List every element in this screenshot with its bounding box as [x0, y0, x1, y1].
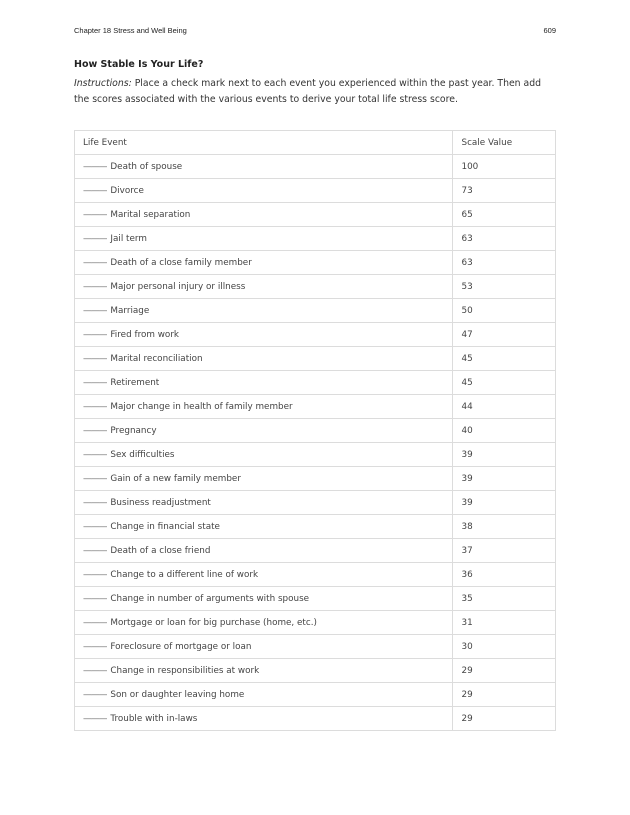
check-blank: ——— — [83, 329, 107, 340]
life-event-label: Retirement — [110, 377, 160, 388]
scale-value-cell: 36 — [453, 563, 556, 587]
table-row — [75, 299, 556, 323]
life-event-cell — [75, 227, 453, 251]
scale-value-cell: 39 — [453, 491, 556, 515]
table-row — [75, 419, 556, 443]
life-event-cell — [75, 395, 453, 419]
scale-value-cell: 50 — [453, 299, 556, 323]
life-event-label: Major personal injury or illness — [110, 281, 246, 292]
scale-value-cell: 45 — [453, 371, 556, 395]
running-head — [74, 26, 556, 35]
life-event-label: Death of a close family member — [110, 257, 252, 268]
check-blank: ——— — [83, 353, 107, 364]
scale-value-cell: 63 — [453, 227, 556, 251]
check-blank: ——— — [83, 257, 107, 268]
check-blank: ——— — [83, 497, 107, 508]
header-life-event: Life Event — [75, 131, 453, 155]
life-event-label: Business readjustment — [110, 497, 211, 508]
life-event-cell — [75, 419, 453, 443]
check-blank: ——— — [83, 233, 107, 244]
scale-value-cell: 47 — [453, 323, 556, 347]
life-event-cell — [75, 323, 453, 347]
life-event-cell — [75, 515, 453, 539]
life-event-label: Marital reconciliation — [110, 353, 203, 364]
life-event-cell — [75, 203, 453, 227]
table-row — [75, 323, 556, 347]
life-event-cell — [75, 347, 453, 371]
table-row — [75, 515, 556, 539]
scale-value-cell: 29 — [453, 659, 556, 683]
life-event-label: Pregnancy — [110, 425, 157, 436]
page-number: 609 — [543, 26, 556, 35]
check-blank: ——— — [83, 185, 107, 196]
life-event-cell — [75, 491, 453, 515]
life-event-cell — [75, 275, 453, 299]
life-event-cell — [75, 299, 453, 323]
life-event-cell — [75, 683, 453, 707]
scale-value-cell: 53 — [453, 275, 556, 299]
scale-value-cell: 45 — [453, 347, 556, 371]
scale-value-cell: 100 — [453, 155, 556, 179]
table-row — [75, 587, 556, 611]
table-row — [75, 395, 556, 419]
life-event-label: Mortgage or loan for big purchase (home, etc.) — [110, 617, 317, 628]
life-event-label: Major change in health of family member — [110, 401, 293, 412]
check-blank: ——— — [83, 689, 107, 700]
check-blank: ——— — [83, 641, 107, 652]
life-event-label: Jail term — [110, 233, 147, 244]
table-row — [75, 539, 556, 563]
life-event-label: Marital separation — [110, 209, 191, 220]
life-event-cell — [75, 563, 453, 587]
life-event-label: Son or daughter leaving home — [110, 689, 245, 700]
check-blank: ——— — [83, 473, 107, 484]
table-row — [75, 371, 556, 395]
life-event-cell — [75, 635, 453, 659]
check-blank: ——— — [83, 449, 107, 460]
life-event-cell — [75, 443, 453, 467]
check-blank: ——— — [83, 617, 107, 628]
scale-value-cell: 29 — [453, 683, 556, 707]
table-header-row — [75, 131, 556, 155]
scale-value-cell: 40 — [453, 419, 556, 443]
life-event-cell — [75, 539, 453, 563]
life-event-cell — [75, 371, 453, 395]
life-event-label: Change in financial state — [110, 521, 220, 532]
table-row — [75, 683, 556, 707]
check-blank: ——— — [83, 545, 107, 556]
instructions — [74, 76, 556, 107]
check-blank: ——— — [83, 305, 107, 316]
life-event-label: Change to a different line of work — [110, 569, 259, 580]
check-blank: ——— — [83, 713, 107, 724]
table-row — [75, 203, 556, 227]
table-row — [75, 443, 556, 467]
scale-value-cell: 29 — [453, 707, 556, 731]
check-blank: ——— — [83, 281, 107, 292]
check-blank: ——— — [83, 593, 107, 604]
life-event-label: Sex difficulties — [110, 449, 175, 460]
table-row — [75, 707, 556, 731]
life-event-label: Gain of a new family member — [110, 473, 241, 484]
life-event-label: Death of a close friend — [110, 545, 211, 556]
table-row — [75, 659, 556, 683]
section-title: How Stable Is Your Life? — [74, 59, 204, 70]
table-row — [75, 491, 556, 515]
table-row — [75, 179, 556, 203]
life-event-cell — [75, 659, 453, 683]
scale-value-cell: 30 — [453, 635, 556, 659]
check-blank: ——— — [83, 569, 107, 580]
table-body — [75, 155, 556, 731]
table-row — [75, 467, 556, 491]
check-blank: ——— — [83, 161, 107, 172]
check-blank: ——— — [83, 209, 107, 220]
life-event-cell — [75, 467, 453, 491]
check-blank: ——— — [83, 401, 107, 412]
scale-value-cell: 39 — [453, 467, 556, 491]
life-events-table — [74, 130, 556, 731]
life-event-cell — [75, 251, 453, 275]
table-row — [75, 635, 556, 659]
table-row — [75, 563, 556, 587]
life-event-label: Fired from work — [110, 329, 180, 340]
instructions-label: Instructions: — [74, 78, 132, 89]
scale-value-cell: 73 — [453, 179, 556, 203]
scale-value-cell: 44 — [453, 395, 556, 419]
life-event-label: Death of spouse — [110, 161, 183, 172]
table-row — [75, 611, 556, 635]
check-blank: ——— — [83, 377, 107, 388]
table-row — [75, 251, 556, 275]
life-event-cell — [75, 707, 453, 731]
instructions-text: Place a check mark next to each event you experienced within the past year. Then add the scores associated with the various events to derive your total life stress score. — [74, 78, 542, 105]
life-event-label: Divorce — [110, 185, 144, 196]
life-event-label: Change in responsibilities at work — [110, 665, 260, 676]
life-event-label: Trouble with in-laws — [110, 713, 198, 724]
header-scale-value: Scale Value — [453, 131, 556, 155]
life-event-cell — [75, 611, 453, 635]
table-row — [75, 347, 556, 371]
check-blank: ——— — [83, 665, 107, 676]
scale-value-cell: 37 — [453, 539, 556, 563]
check-blank: ——— — [83, 521, 107, 532]
scale-value-cell: 38 — [453, 515, 556, 539]
life-event-label: Foreclosure of mortgage or loan — [110, 641, 252, 652]
table-row — [75, 227, 556, 251]
life-event-cell — [75, 155, 453, 179]
scale-value-cell: 63 — [453, 251, 556, 275]
scale-value-cell: 31 — [453, 611, 556, 635]
scale-value-cell: 39 — [453, 443, 556, 467]
chapter-title: Chapter 18 Stress and Well Being — [74, 26, 187, 35]
table-row — [75, 275, 556, 299]
life-event-cell — [75, 587, 453, 611]
life-event-label: Marriage — [110, 305, 150, 316]
scale-value-cell: 65 — [453, 203, 556, 227]
scale-value-cell: 35 — [453, 587, 556, 611]
table-row — [75, 155, 556, 179]
life-event-label: Change in number of arguments with spouse — [110, 593, 310, 604]
check-blank: ——— — [83, 425, 107, 436]
life-event-cell — [75, 179, 453, 203]
